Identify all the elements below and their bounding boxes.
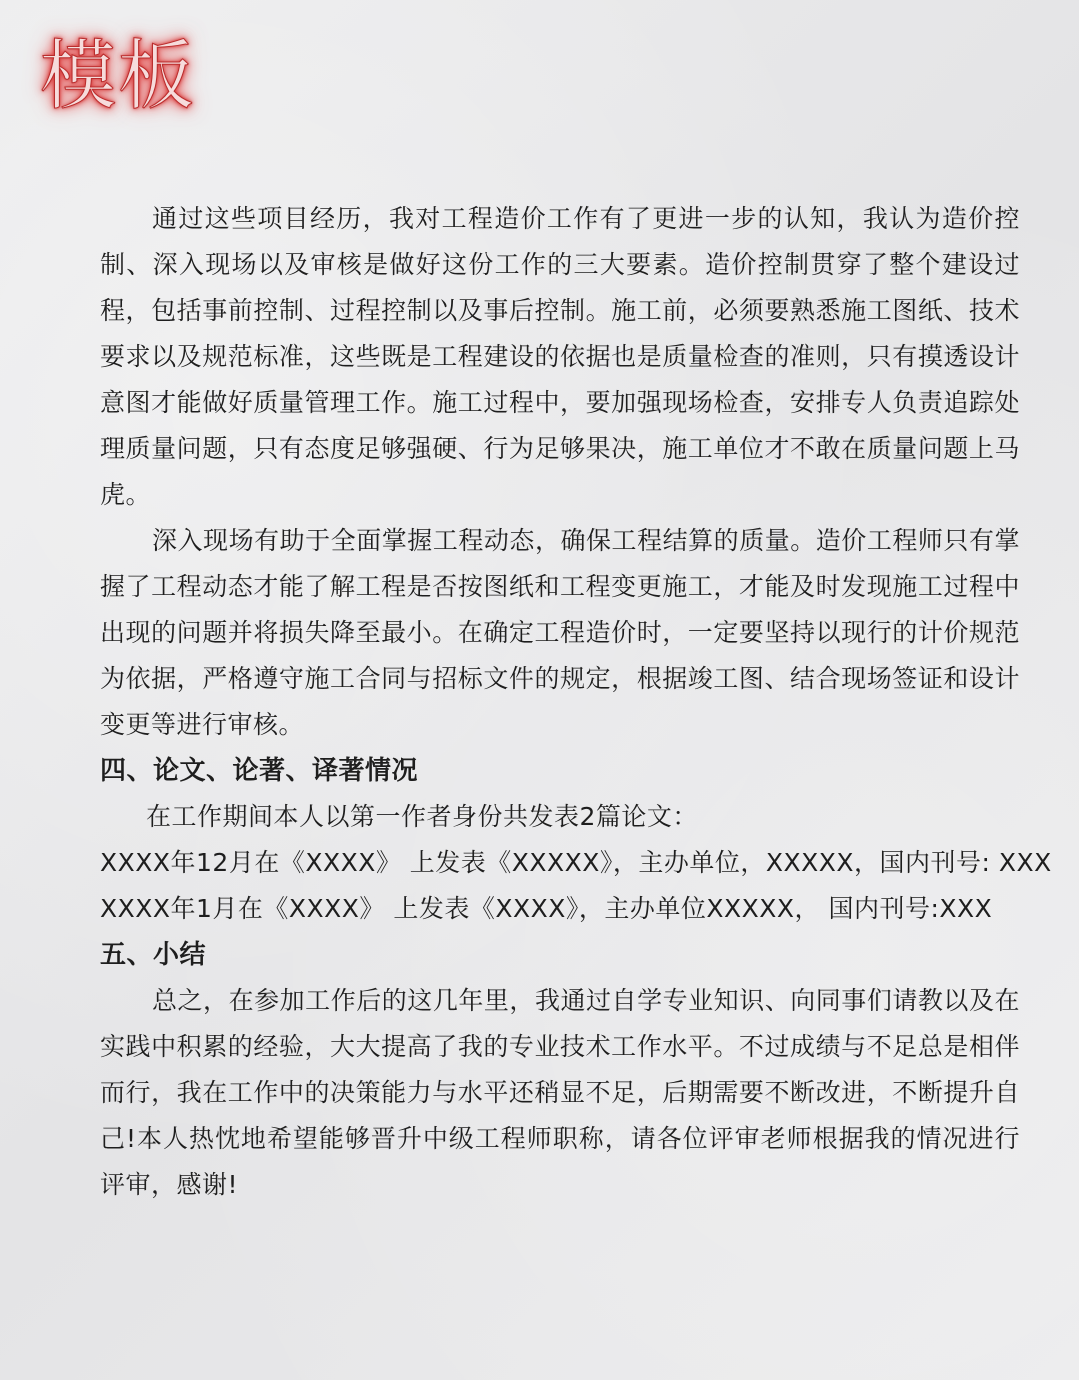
- paragraph-project-experience: 通过这些项目经历，我对工程造价工作有了更进一步的认知，我认为造价控制、深入现场以及审核是做好这份工作的三大要素。造价控制贯穿了整个建设过程，包括事前控制、过程控制以及事后控制。施工前，必须要熟悉施工图纸、技术要求以及规范标准，这些既是工程建设的依据也是质量检查的准则，只有摸透设计意图才能做好质量管理工作。施工过程中，要加强现场检查，安排专人负责追踪处理质量问题，只有态度足够强硬、行为足够果决，施工单位才不敢在质量问题上马虎。: [100, 204, 1020, 509]
- paragraph-summary: 总之，在参加工作后的这几年里，我通过自学专业知识、向同事们请教以及在实践中积累的经验，大大提高了我的专业技术工作水平。不过成绩与不足总是相伴而行，我在工作中的决策能力与水平还稍显不足，后期需要不断改进，不断提升自己!本人热忱地希望能够晋升中级工程师职称，请各位评审老师根据我的情况进行评审，感谢!: [100, 986, 1020, 1199]
- papers-intro: 在工作期间本人以第一作者身份共发表2篇论文：: [146, 802, 698, 831]
- section-heading-papers: 四、论文、论著、译著情况: [100, 756, 419, 786]
- document-body: [100, 196, 1052, 1208]
- paper-item: XXXX年12月在《XXXX》 上发表《XXXXX》，主办单位，XXXXX，国内刊号: XXX: [100, 848, 1052, 877]
- template-badge: 模板: [40, 31, 196, 120]
- section-heading-summary: 五、小结: [100, 940, 207, 970]
- paper-item: XXXX年1月在《XXXX》 上发表《XXXX》，主办单位XXXXX， 国内刊号:XXX: [100, 894, 993, 923]
- paragraph-site-inspection: 深入现场有助于全面掌握工程动态，确保工程结算的质量。造价工程师只有掌握了工程动态才能了解工程是否按图纸和工程变更施工，才能及时发现施工过程中出现的问题并将损失降至最小。在确定工程造价时，一定要坚持以现行的计价规范为依据，严格遵守施工合同与招标文件的规定，根据竣工图、结合现场签证和设计变更等进行审核。: [100, 526, 1020, 739]
